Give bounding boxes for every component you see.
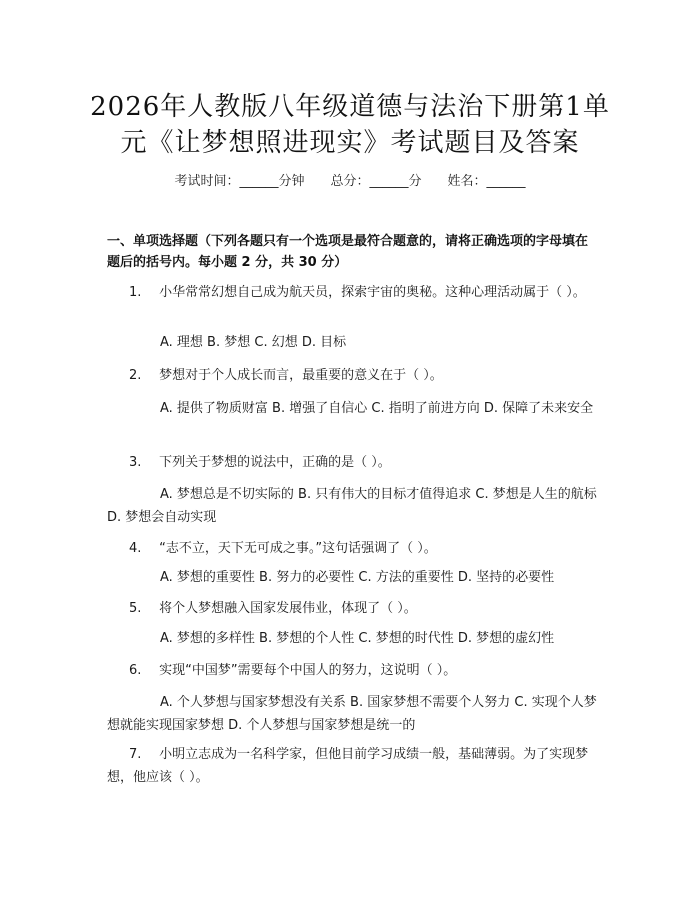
question-text: 小明立志成为一名科学家，但他目前学习成绩一般，基础薄弱。为了实现梦想，他应该（ ）。	[107, 747, 589, 785]
question-number: 2.	[129, 368, 142, 383]
question-1	[107, 281, 597, 304]
section-heading: 一、单项选择题（下列各题只有一个选项是最符合题意的，请将正确选项的字母填在题后的括号内。每小题 2 分，共 30 分）	[107, 234, 589, 270]
exam-time-field: 考试时间：______分钟	[174, 174, 305, 189]
question-number: 4.	[129, 541, 142, 556]
question-7	[107, 743, 597, 789]
question-5	[107, 597, 597, 620]
total-score-field: 总分：______分	[330, 174, 422, 189]
question-1-options: A. 理想 B. 梦想 C. 幻想 D. 目标	[160, 335, 347, 350]
question-number: 6.	[129, 663, 142, 678]
question-4	[107, 537, 597, 560]
exam-title-line-2: 元《让梦想照进现实》考试题目及答案	[120, 128, 580, 158]
question-number: 1.	[129, 285, 142, 300]
question-2	[107, 364, 597, 387]
exam-meta	[0, 170, 700, 189]
exam-title-line-1: 2026年人教版八年级道德与法治下册第1单	[90, 92, 610, 122]
question-text: 小华常常幻想自己成为航天员，探索宇宙的奥秘。这种心理活动属于（ ）。	[159, 285, 586, 300]
question-text: 实现“中国梦”需要每个中国人的努力，这说明（ ）。	[159, 663, 457, 678]
question-number: 5.	[129, 601, 142, 616]
student-name-field: 姓名：______	[447, 174, 526, 189]
question-6	[107, 659, 597, 682]
question-number: 7.	[129, 747, 142, 762]
question-4-options: A. 梦想的重要性 B. 努力的必要性 C. 方法的重要性 D. 坚持的必要性	[160, 570, 555, 585]
question-number: 3.	[129, 455, 142, 470]
question-5-options: A. 梦想的多样性 B. 梦想的个人性 C. 梦想的时代性 D. 梦想的虚幻性	[160, 631, 555, 646]
question-6-options: A. 个人梦想与国家梦想没有关系 B. 国家梦想不需要个人努力 C. 实现个人梦想就能实现国家梦想 D. 个人梦想与国家梦想是统一的	[107, 695, 597, 733]
question-text: 将个人梦想融入国家发展伟业，体现了（ ）。	[159, 601, 417, 616]
question-3	[107, 451, 597, 474]
question-2-options: A. 提供了物质财富 B. 增强了自信心 C. 指明了前进方向 D. 保障了未来安全	[160, 401, 594, 416]
question-3-options: A. 梦想总是不切实际的 B. 只有伟大的目标才值得追求 C. 梦想是人生的航标 D. 梦想会自动实现	[107, 487, 597, 525]
question-text: “志不立，天下无可成之事。”这句话强调了（ ）。	[159, 541, 437, 556]
question-text: 下列关于梦想的说法中，正确的是（ ）。	[159, 455, 391, 470]
question-text: 梦想对于个人成长而言，最重要的意义在于（ ）。	[159, 368, 443, 383]
